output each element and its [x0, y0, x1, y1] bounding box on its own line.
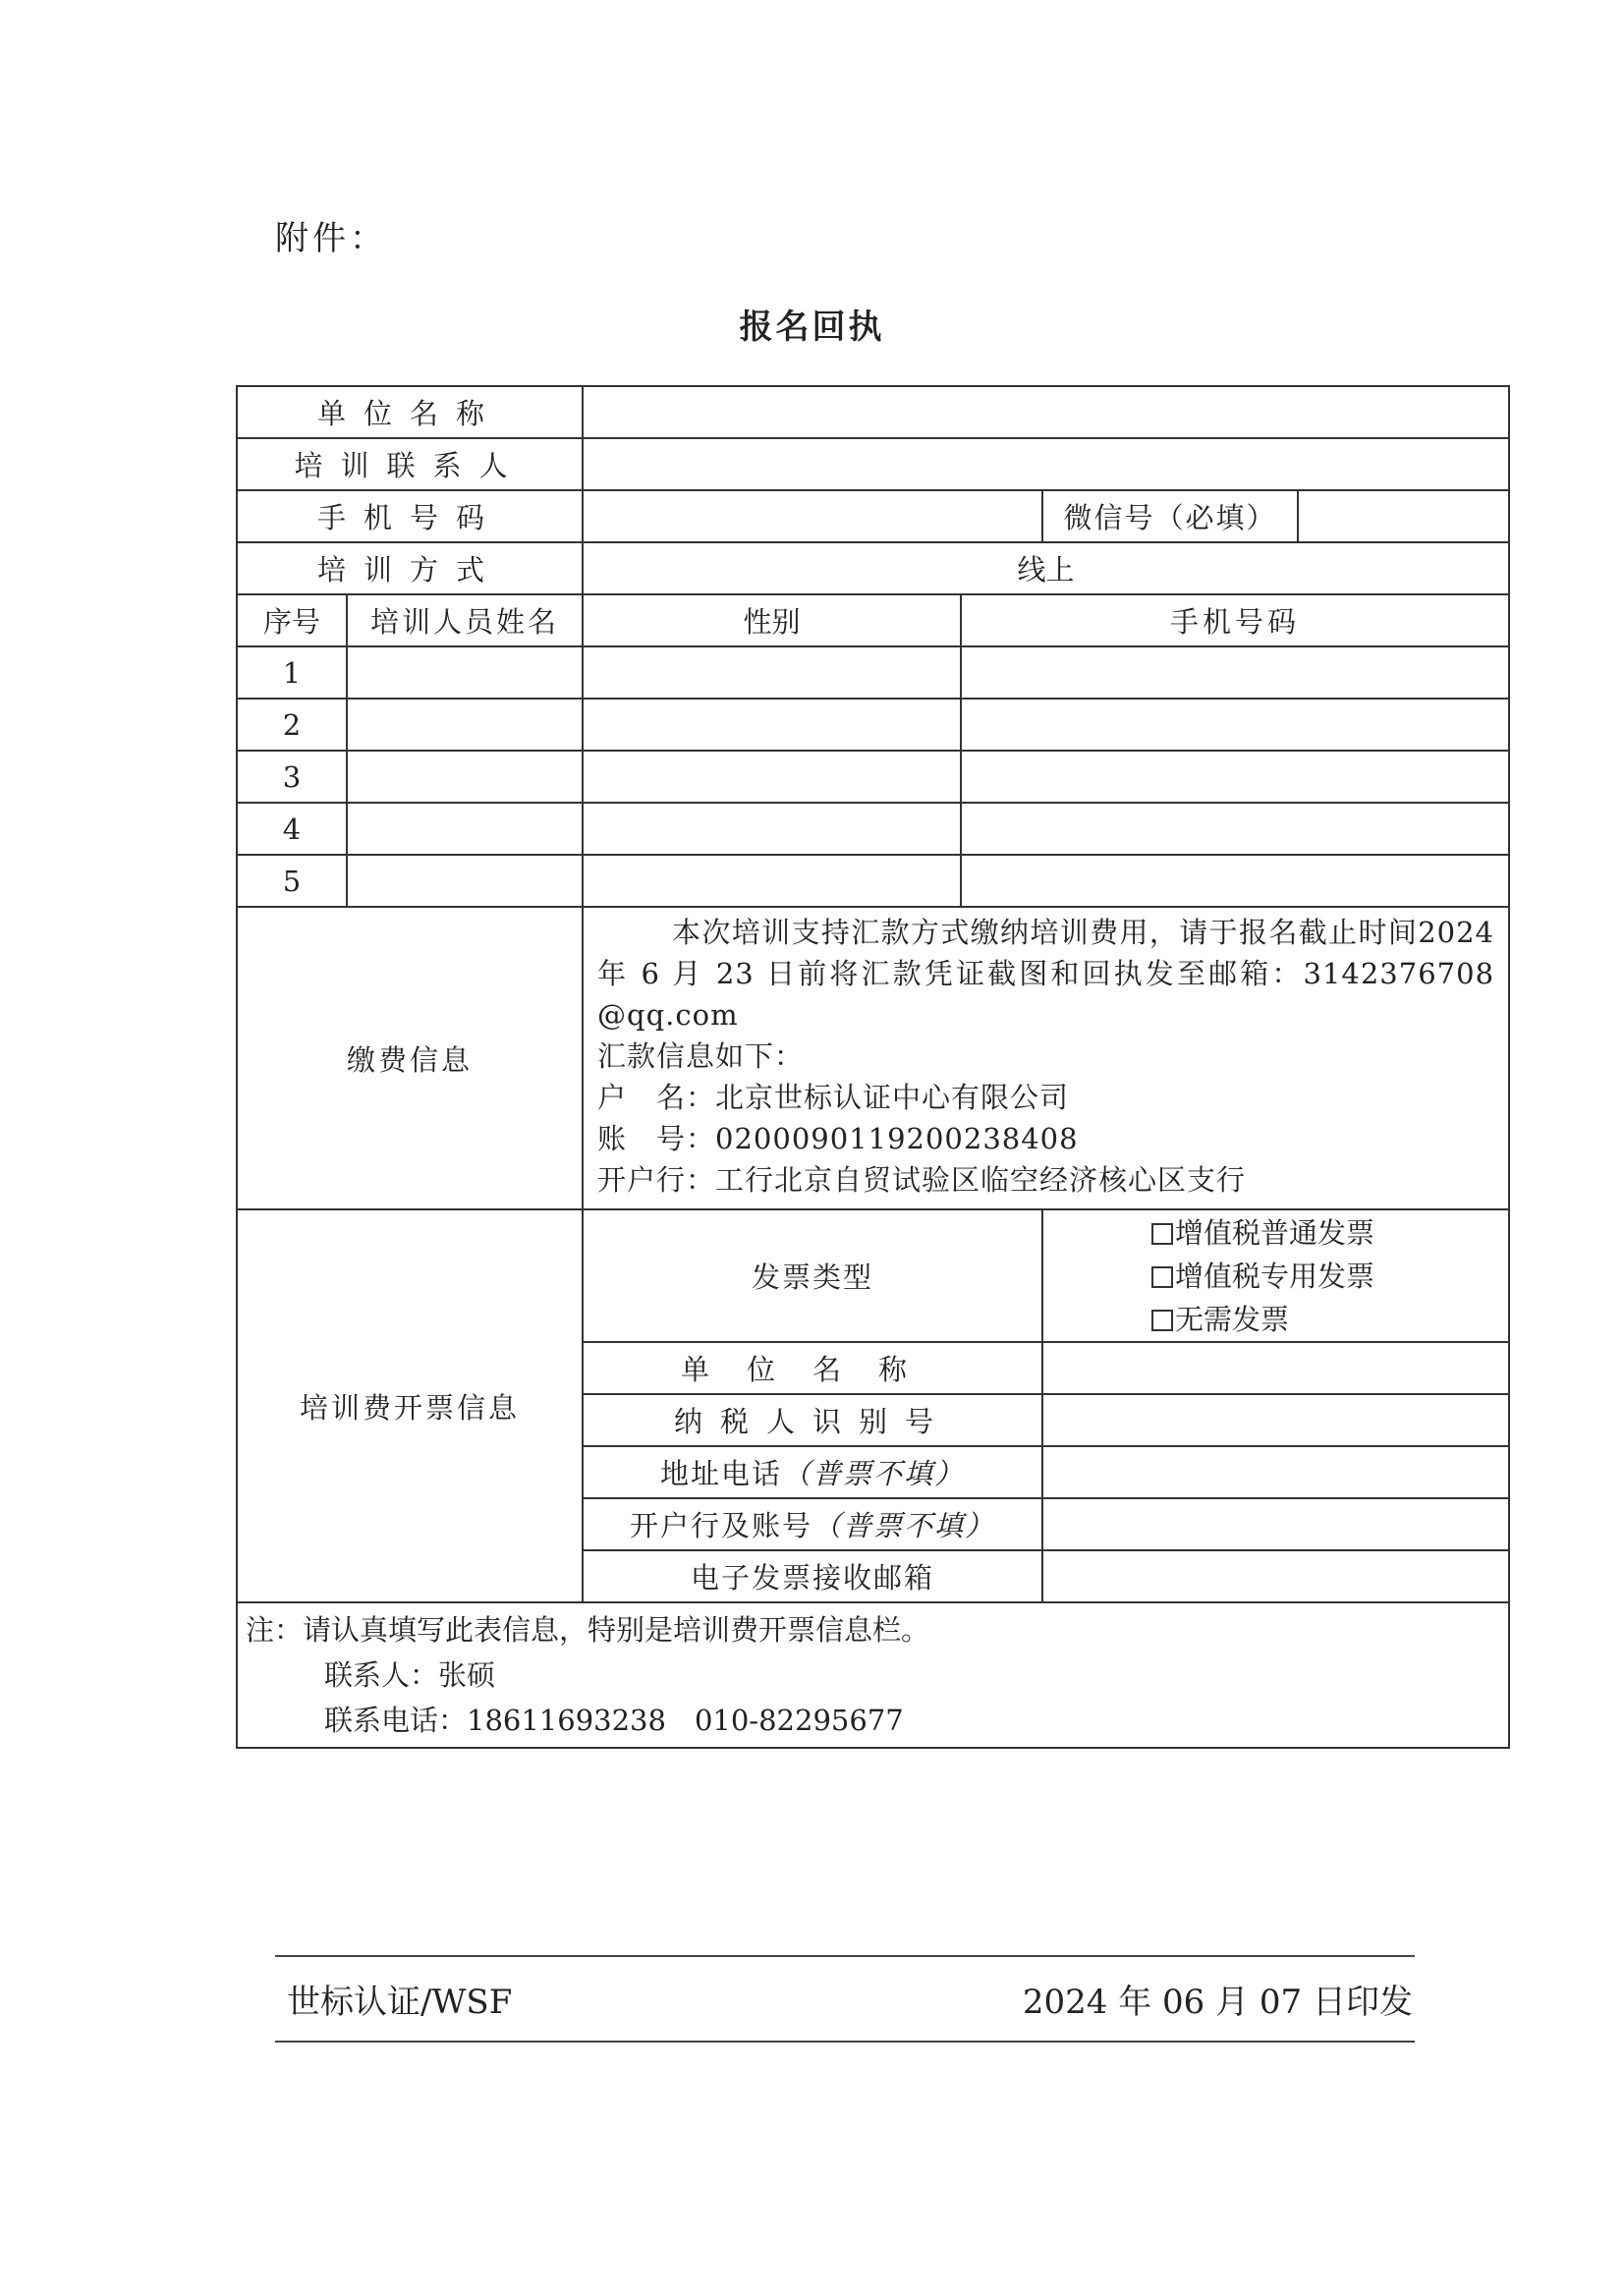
registration-form [236, 385, 1510, 1749]
note-phone: 联系电话：18611693238 010-82295677 [324, 1704, 904, 1737]
wechat-label: 微信号（必填） [1042, 490, 1298, 542]
trainee-gender-input[interactable] [583, 855, 961, 907]
unit-name-input[interactable] [583, 386, 1509, 438]
trainee-name-input[interactable] [347, 751, 583, 803]
trainee-mobile-input[interactable] [961, 699, 1509, 751]
trainee-gender-input[interactable] [583, 803, 961, 855]
col-header-name: 培训人员姓名 [347, 594, 583, 646]
invoice-bank-input[interactable] [1042, 1498, 1509, 1550]
row-number: 2 [237, 699, 347, 751]
table-row [237, 803, 1509, 855]
row-number: 3 [237, 751, 347, 803]
invoice-email-label: 电子发票接收邮箱 [583, 1550, 1042, 1602]
footer-date: 2024 年 06 月 07 日印发 [1022, 1983, 1413, 2022]
invoice-option[interactable]: 增值税专用发票 [1151, 1255, 1502, 1298]
payment-info [583, 907, 1509, 1209]
invoice-email-input[interactable] [1042, 1550, 1509, 1602]
unit-name-label: 单位名称 [237, 386, 583, 438]
trainee-name-input[interactable] [347, 646, 583, 699]
payment-instructions: 本次培训支持汇款方式缴纳培训费用，请于报名截止时间2024 年 6 月 23 日前将汇款凭证截图和回执发至邮箱：3142376708 @qq.com [597, 916, 1495, 1032]
trainee-name-input[interactable] [347, 803, 583, 855]
table-row [237, 699, 1509, 751]
trainee-name-input[interactable] [347, 699, 583, 751]
col-header-no: 序号 [237, 594, 347, 646]
attachment-label: 附件： [275, 219, 387, 258]
note-section [237, 1602, 1509, 1748]
invoice-unit-input[interactable] [1042, 1342, 1509, 1394]
checkbox-icon[interactable] [1151, 1223, 1173, 1245]
mobile-label: 手机号码 [237, 490, 583, 542]
payment-remit-heading: 汇款信息如下： [597, 1039, 805, 1073]
note-contact: 联系人：张硕 [324, 1658, 496, 1692]
checkbox-icon[interactable] [1151, 1310, 1173, 1331]
invoice-option[interactable]: 增值税普通发票 [1151, 1211, 1502, 1255]
wechat-input[interactable] [1298, 490, 1509, 542]
contact-input[interactable] [583, 438, 1509, 490]
payment-label: 缴费信息 [237, 907, 583, 1209]
footer-divider-bottom [275, 2041, 1415, 2043]
checkbox-icon[interactable] [1151, 1266, 1173, 1288]
invoice-address-label: 地址电话（普票不填） [583, 1446, 1042, 1498]
invoice-address-input[interactable] [1042, 1446, 1509, 1498]
trainee-gender-input[interactable] [583, 751, 961, 803]
page-title: 报名回执 [739, 308, 885, 347]
training-mode-value: 线上 [583, 542, 1509, 594]
row-number: 5 [237, 855, 347, 907]
row-number: 1 [237, 646, 347, 699]
trainee-mobile-input[interactable] [961, 855, 1509, 907]
mobile-input[interactable] [583, 490, 1042, 542]
trainee-mobile-input[interactable] [961, 751, 1509, 803]
invoice-unit-label: 单位名称 [583, 1342, 1042, 1394]
trainee-mobile-input[interactable] [961, 646, 1509, 699]
note-text: 注：请认真填写此表信息，特别是培训费开票信息栏。 [246, 1613, 930, 1647]
footer-divider-top [275, 1955, 1415, 1957]
invoice-taxid-input[interactable] [1042, 1394, 1509, 1446]
invoice-type-options [1042, 1209, 1509, 1342]
training-mode-label: 培训方式 [237, 542, 583, 594]
payment-account-name: 户 名：北京世标认证中心有限公司 [597, 1081, 1070, 1114]
table-row [237, 646, 1509, 699]
trainee-gender-input[interactable] [583, 699, 961, 751]
col-header-mobile: 手机号码 [961, 594, 1509, 646]
invoice-type-label: 发票类型 [583, 1209, 1042, 1342]
table-row [237, 855, 1509, 907]
invoice-bank-label: 开户行及账号（普票不填） [583, 1498, 1042, 1550]
trainee-mobile-input[interactable] [961, 803, 1509, 855]
invoice-taxid-label: 纳税人识别号 [583, 1394, 1042, 1446]
footer-issuer: 世标认证/WSF [287, 1983, 513, 2022]
payment-bank: 开户行：工行北京自贸试验区临空经济核心区支行 [597, 1163, 1247, 1197]
contact-label: 培训联系人 [237, 438, 583, 490]
invoice-option[interactable]: 无需发票 [1151, 1298, 1502, 1341]
trainee-gender-input[interactable] [583, 646, 961, 699]
invoice-section-label: 培训费开票信息 [237, 1209, 583, 1602]
payment-account-number: 账 号：0200090119200238408 [597, 1122, 1079, 1155]
row-number: 4 [237, 803, 347, 855]
trainee-name-input[interactable] [347, 855, 583, 907]
col-header-gender: 性别 [583, 594, 961, 646]
table-row [237, 751, 1509, 803]
